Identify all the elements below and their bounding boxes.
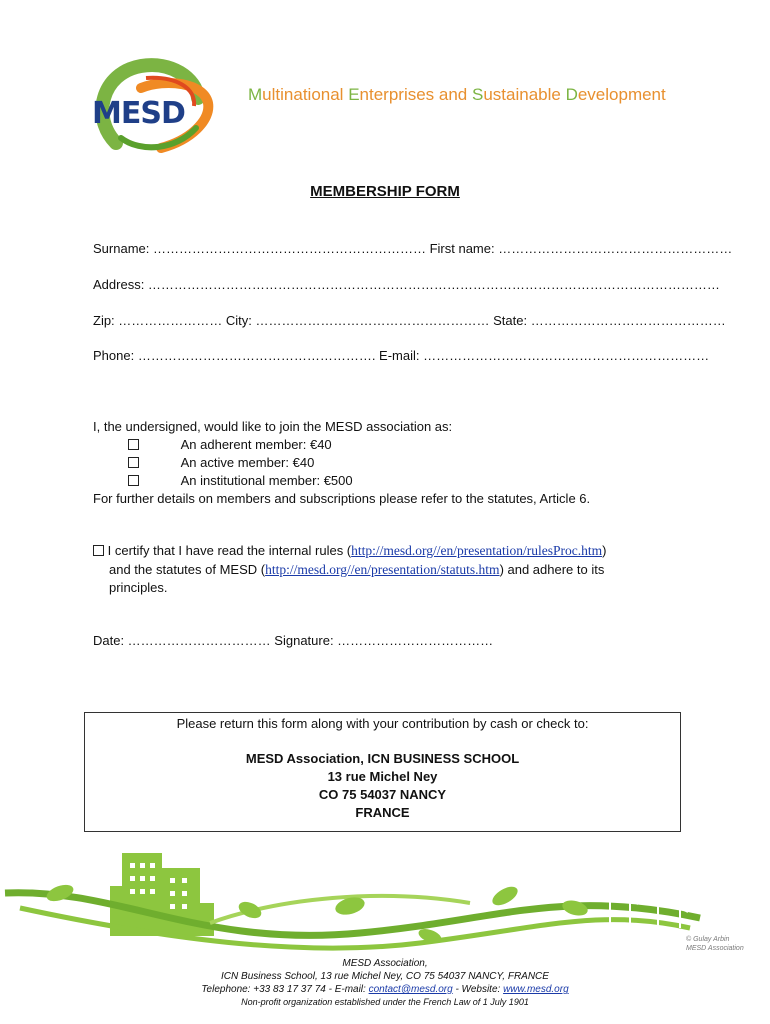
- certify-line-2: [109, 562, 604, 578]
- option-label: An adherent member: €40: [180, 437, 332, 452]
- tagline-part: S: [471, 85, 484, 104]
- return-line-4: FRANCE: [355, 805, 410, 820]
- credit-line: © Gulay Arbin: [686, 936, 730, 943]
- form-title: MEMBERSHIP FORM: [310, 183, 460, 200]
- tagline-part: ustainable: [483, 85, 566, 104]
- email-link[interactable]: contact@mesd.org: [368, 984, 453, 995]
- option-active[interactable]: [128, 455, 314, 470]
- tagline-part: E: [348, 85, 360, 104]
- rules-link[interactable]: http://mesd.org//en/presentation/rulesProc.htm: [351, 543, 603, 558]
- surname-firstname-field[interactable]: Surname: ……………………………………………………… First name: ………………………………………………: [93, 241, 733, 256]
- option-institutional[interactable]: [128, 473, 353, 488]
- certify-text: I certify that I have read the internal rules (: [107, 543, 352, 558]
- option-adherent[interactable]: [128, 437, 332, 452]
- green-city-illustration: [0, 848, 770, 958]
- footer-line-3: [0, 984, 770, 995]
- certify-text: ) and adhere to its: [499, 562, 605, 577]
- date-signature-field[interactable]: Date: …………………………… Signature: ………………………………: [93, 633, 494, 648]
- certify-text: and the statutes of MESD (: [109, 562, 266, 577]
- logo-text: MESD: [92, 96, 185, 131]
- footer-line-4: Non-profit organization established under the French Law of 1 July 1901: [241, 997, 529, 1007]
- footer-line-2: ICN Business School, 13 rue Michel Ney, CO 75 54037 NANCY, FRANCE: [221, 971, 549, 982]
- website-link[interactable]: www.mesd.org: [503, 984, 569, 995]
- phone-email-field[interactable]: Phone: ………………………………………………. E-mail: …………………………………………………………: [93, 348, 710, 363]
- site-tagline: [248, 85, 666, 105]
- further-details: For further details on members and subscriptions please refer to the statutes, Article 6.: [93, 491, 591, 506]
- option-label: An active member: €40: [180, 455, 315, 470]
- footer-text: Telephone: +33 83 17 37 74 - E-mail:: [201, 984, 369, 995]
- tagline-part: D: [565, 85, 578, 104]
- adherent-checkbox[interactable]: [128, 439, 139, 450]
- tagline-part: evelopment: [577, 85, 666, 104]
- tagline-part: ultinational: [262, 85, 349, 104]
- certify-checkbox[interactable]: [93, 545, 104, 556]
- credit-line: MESD Association: [686, 945, 744, 952]
- zip-city-state-field[interactable]: Zip: …………………… City: ……………………………………………… State: ………………………………………: [93, 313, 726, 328]
- option-label: An institutional member: €500: [180, 473, 353, 488]
- certify-line-1: [93, 543, 606, 559]
- illustration-credit: [686, 935, 744, 953]
- tagline-part: M: [248, 85, 263, 104]
- footer-text: - Website:: [452, 984, 504, 995]
- address-field[interactable]: Address: ……………………………………………………………………………………………………………………: [93, 277, 720, 292]
- return-line-2: 13 rue Michel Ney: [327, 769, 438, 784]
- return-line-3: CO 75 54037 NANCY: [318, 787, 447, 802]
- membership-intro: I, the undersigned, would like to join the MESD association as:: [93, 419, 453, 434]
- certify-text: ): [602, 543, 607, 558]
- tagline-part: nterprises and: [359, 85, 472, 104]
- institutional-checkbox[interactable]: [128, 475, 139, 486]
- return-intro: Please return this form along with your contribution by cash or check to:: [176, 716, 589, 731]
- active-checkbox[interactable]: [128, 457, 139, 468]
- certify-line-3: principles.: [109, 580, 168, 595]
- statutes-link[interactable]: http://mesd.org//en/presentation/statuts.htm: [265, 562, 500, 577]
- return-line-1: MESD Association, ICN BUSINESS SCHOOL: [245, 751, 520, 766]
- footer-line-1: MESD Association,: [342, 958, 428, 969]
